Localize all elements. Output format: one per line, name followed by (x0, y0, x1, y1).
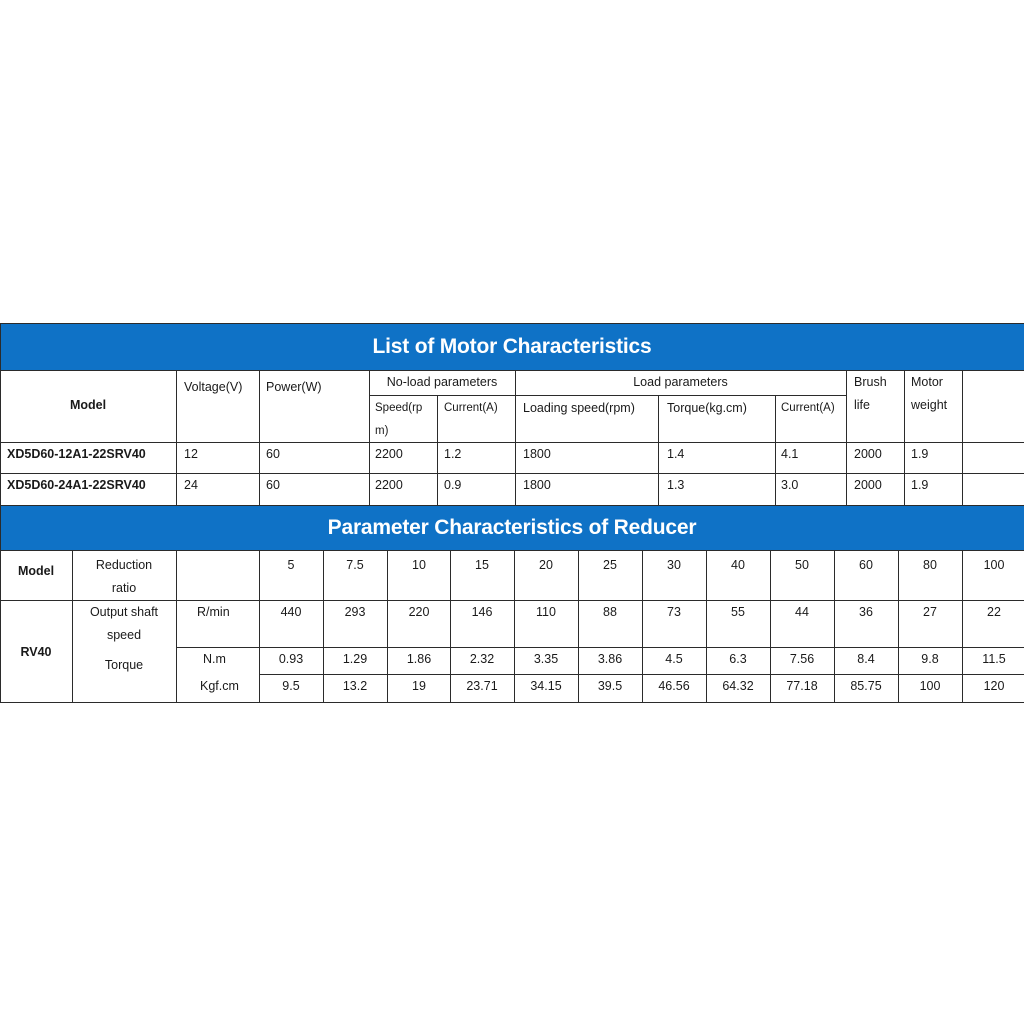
motor-row-1-model: XD5D60-12A1-22SRV40 (7, 447, 146, 461)
speed-cell-12: 22 (987, 605, 1001, 619)
ratio-cell-10: 60 (859, 558, 873, 572)
speed-cell-5: 110 (536, 605, 556, 619)
motor-row-1-noload-current: 1.2 (444, 447, 462, 461)
speed-cell-8: 55 (731, 605, 745, 619)
grid-vline (259, 550, 260, 702)
motor-row-2-load-torque: 1.3 (667, 478, 685, 492)
grid-vline (898, 550, 899, 702)
torque-nm-cell-1: 0.93 (278, 652, 304, 666)
torque-nm-cell-12: 11.5 (982, 652, 1006, 666)
torque-nm-cell-8: 6.3 (729, 652, 747, 666)
torque-nm-cell-6: 3.86 (597, 652, 623, 666)
grid-vline (658, 395, 659, 505)
motor-header-noload-speed-line2: m) (375, 425, 389, 437)
torque-kgf-cell-9: 77.18 (786, 679, 818, 693)
grid-vline (578, 550, 579, 702)
torque-kgf-cell-5: 34.15 (530, 679, 562, 693)
motor-header-weight-line1: Motor (911, 375, 943, 389)
speed-cell-9: 44 (795, 605, 809, 619)
motor-header-load: Load parameters (633, 375, 728, 389)
grid-left-border (0, 323, 1, 702)
grid-vline (176, 370, 177, 505)
motor-row-2-load-speed: 1800 (523, 478, 551, 492)
motor-header-voltage: Voltage(V) (184, 380, 243, 394)
reducer-speed-label-line2: speed (106, 628, 142, 642)
motor-row-1-voltage: 12 (184, 447, 198, 461)
torque-nm-cell-3: 1.86 (406, 652, 432, 666)
speed-cell-11: 27 (923, 605, 937, 619)
grid-vline (846, 370, 847, 505)
motor-row-1-power: 60 (266, 447, 280, 461)
grid-hline (0, 473, 1024, 474)
grid-top-border (0, 323, 1024, 324)
motor-row-1-load-speed: 1800 (523, 447, 551, 461)
ratio-cell-8: 40 (731, 558, 745, 572)
motor-row-2-model: XD5D60-24A1-22SRV40 (7, 478, 146, 492)
ratio-cell-11: 80 (923, 558, 937, 572)
grid-vline (387, 550, 388, 702)
grid-vline (72, 550, 73, 702)
torque-nm-cell-10: 8.4 (857, 652, 875, 666)
motor-row-2-power: 60 (266, 478, 280, 492)
reducer-header-ratio-line2: ratio (111, 581, 137, 595)
torque-kgf-cell-7: 46.56 (658, 679, 690, 693)
motor-row-1-motor-weight: 1.9 (911, 447, 929, 461)
grid-hline (369, 395, 515, 396)
motor-row-2-motor-weight: 1.9 (911, 478, 929, 492)
grid-vline (962, 550, 963, 702)
grid-hline (0, 600, 1024, 601)
motor-row-1-load-current: 4.1 (781, 447, 799, 461)
motor-header-power: Power(W) (266, 380, 322, 394)
grid-vline (323, 550, 324, 702)
reducer-torque-unit-kgf: Kgf.cm (200, 679, 239, 693)
grid-vline (706, 550, 707, 702)
torque-nm-cell-9: 7.56 (789, 652, 815, 666)
grid-vline (775, 395, 776, 505)
grid-hline (515, 395, 846, 396)
reducer-model-value: RV40 (20, 645, 52, 659)
motor-row-2-voltage: 24 (184, 478, 198, 492)
ratio-cell-5: 20 (539, 558, 553, 572)
torque-nm-cell-5: 3.35 (533, 652, 559, 666)
motor-table-title: List of Motor Characteristics (0, 324, 1024, 370)
motor-header-brush-line1: Brush (854, 375, 887, 389)
grid-vline (515, 370, 516, 505)
motor-header-brush-line2: life (854, 398, 870, 412)
reducer-torque-unit-nm: N.m (203, 652, 226, 666)
grid-vline (369, 370, 370, 505)
grid-vline (450, 550, 451, 702)
torque-nm-cell-7: 4.5 (665, 652, 683, 666)
motor-header-load-current: Current(A) (781, 402, 835, 414)
reducer-speed-unit: R/min (197, 605, 230, 619)
grid-reducer-title-bottom (0, 550, 1024, 551)
reducer-table-title: Parameter Characteristics of Reducer (0, 506, 1024, 550)
speed-cell-2: 293 (344, 605, 366, 619)
grid-vline (514, 550, 515, 702)
grid-vline (834, 550, 835, 702)
motor-header-noload: No-load parameters (386, 375, 498, 389)
grid-vline (770, 550, 771, 702)
motor-header-load-torque: Torque(kg.cm) (667, 401, 747, 415)
motor-row-2-load-current: 3.0 (781, 478, 799, 492)
torque-nm-cell-11: 9.8 (921, 652, 939, 666)
torque-kgf-cell-3: 19 (412, 679, 426, 693)
ratio-cell-2: 7.5 (346, 558, 364, 572)
ratio-cell-3: 10 (412, 558, 426, 572)
motor-header-weight-line2: weight (911, 398, 948, 412)
ratio-cell-9: 50 (795, 558, 809, 572)
grid-vline (962, 370, 963, 505)
speed-cell-1: 440 (280, 605, 302, 619)
torque-kgf-cell-12: 120 (983, 679, 1005, 693)
grid-motor-bottom (0, 505, 1024, 506)
grid-vline (642, 550, 643, 702)
torque-kgf-cell-10: 85.75 (850, 679, 882, 693)
motor-row-2-brush-life: 2000 (854, 478, 882, 492)
grid-bottom-border (0, 702, 1024, 703)
reducer-speed-label-line1: Output shaft (89, 605, 159, 619)
ratio-cell-12: 100 (983, 558, 1005, 572)
torque-kgf-cell-6: 39.5 (597, 679, 623, 693)
ratio-cell-1: 5 (287, 558, 295, 572)
motor-row-1-brush-life: 2000 (854, 447, 882, 461)
motor-header-noload-current: Current(A) (444, 402, 498, 414)
torque-kgf-cell-2: 13.2 (342, 679, 368, 693)
torque-kgf-cell-8: 64.32 (722, 679, 754, 693)
torque-kgf-cell-1: 9.5 (282, 679, 300, 693)
motor-row-1-load-torque: 1.4 (667, 447, 685, 461)
motor-header-load-speed: Loading speed(rpm) (523, 401, 635, 415)
ratio-cell-4: 15 (475, 558, 489, 572)
ratio-cell-6: 25 (603, 558, 617, 572)
speed-cell-3: 220 (408, 605, 430, 619)
reducer-torque-label: Torque (104, 658, 144, 672)
torque-nm-cell-4: 2.32 (469, 652, 495, 666)
reducer-header-ratio-line1: Reduction (95, 558, 153, 572)
speed-cell-10: 36 (859, 605, 873, 619)
grid-vline (904, 370, 905, 505)
speed-cell-6: 88 (603, 605, 617, 619)
grid-hline (176, 647, 1024, 648)
grid-vline (437, 395, 438, 505)
grid-vline (176, 550, 177, 702)
grid-motor-title-bottom (0, 370, 1024, 371)
motor-header-noload-speed-line1: Speed(rp (375, 402, 423, 414)
torque-nm-cell-2: 1.29 (342, 652, 368, 666)
motor-row-2-noload-current: 0.9 (444, 478, 462, 492)
motor-header-model: Model (69, 398, 107, 412)
speed-cell-4: 146 (471, 605, 493, 619)
reducer-header-model: Model (17, 564, 55, 578)
ratio-cell-7: 30 (667, 558, 681, 572)
torque-kgf-cell-11: 100 (919, 679, 941, 693)
motor-row-1-noload-speed: 2200 (375, 447, 403, 461)
grid-vline (259, 370, 260, 505)
grid-hline (0, 442, 1024, 443)
torque-kgf-cell-4: 23.71 (466, 679, 498, 693)
motor-row-2-noload-speed: 2200 (375, 478, 403, 492)
speed-cell-7: 73 (667, 605, 681, 619)
